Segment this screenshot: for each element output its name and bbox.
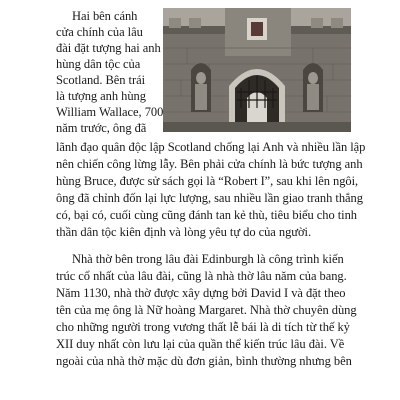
text-line: cho những người trong vương thất lễ bái là di tích từ thế kỷ [56,320,350,334]
text-line: nên chiến công lừng lẫy. Bên phải cửa chính là bức tượng anh [56,157,363,171]
text-line: Scotland. Bên trái [56,73,146,87]
text-line: hùng Bruce, được sử sách gọi là “Robert I”, sau khi lên ngôi, [56,174,359,188]
text-line: Năm 1130, nhà thờ được xây dựng bởi David I và đặt theo [56,286,346,300]
text-line: Hai bên cánh [72,9,138,23]
text-line: đài đặt tượng hai anh [56,41,161,55]
text-line: năm trước, ông đã [56,121,147,135]
text-line: Nhà thờ bên trong lâu đài Edinburgh là công trình kiến [72,252,344,266]
text-line: cửa chính của lâu [56,25,143,39]
text-line: thần dân tộc kiên định và lòng yêu tự do của người. [56,225,312,239]
text-line: William Wallace, 700 [56,105,164,119]
text-line: trúc cổ nhất của lâu đài, cũng là nhà thờ lâu năm của bang. [56,269,347,283]
text-line: là tượng anh hùng [56,89,146,103]
text-line: lãnh đạo quân độc lập Scotland chống lại Anh và nhiều lần lập [56,140,366,154]
text-line: có, bại có, cuối cùng cũng đánh tan kẻ thù, tiêu biểu cho tinh [56,208,357,222]
castle-gate-photo [163,8,351,132]
text-line: hùng dân tộc của [56,57,141,71]
text-line: tên của mẹ ông là Nữ hoàng Margaret. Nhà thờ chuyên dùng [56,303,357,317]
text-line: ngoài của nhà thờ mặc dù đơn giản, bình thường nhưng bên [56,354,352,368]
text-line: ông đã chỉnh đốn lại lực lượng, sau nhiều lần giao tranh thắng [56,191,363,205]
text-line: XII duy nhất còn lưu lại của quần thể kiến trúc lâu đài. Về [56,337,345,351]
